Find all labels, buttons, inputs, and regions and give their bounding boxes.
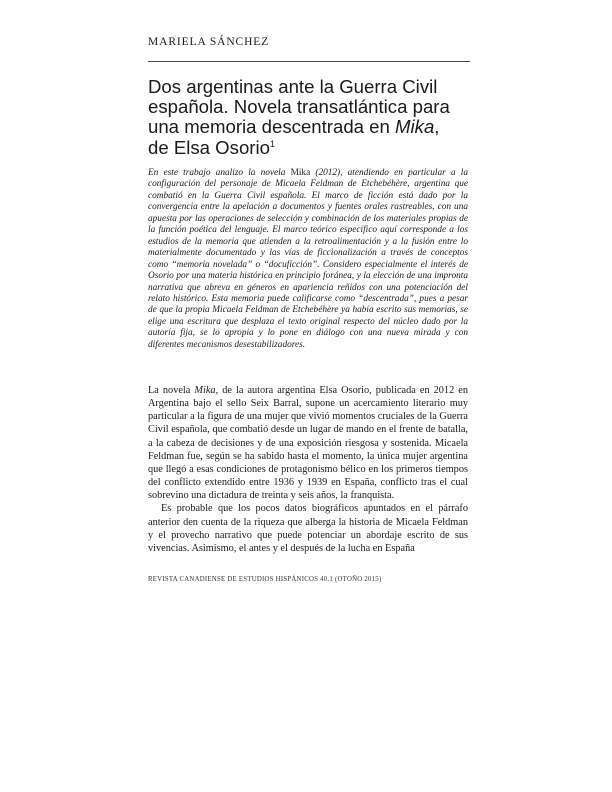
header-divider: [148, 61, 470, 62]
abstract-paragraph: [148, 168, 468, 351]
body-paragraph-1: [148, 384, 468, 502]
body-text: [148, 384, 468, 555]
abstract-novel-name: Mika: [290, 168, 311, 178]
journal-footer: REVISTA CANADIENSE DE ESTUDIOS HISPÁNICOS 40.1 (OTOÑO 2015): [148, 576, 382, 583]
paragraph-1-rest: , de la autora argentina Elsa Osorio, publicada en 2012 en Argentina bajo el sello Seix Barral, supone un acercamiento literario muy particular a la figura de una mujer que vivió momentos cruciales de la Guerra Civil española, que combatió desde un lugar de mando en el frente de batalla, a la cabeza de decisiones y de una exposición riesgosa y sostenida. Micaela Feldman fue, según se ha sabido hasta el momento, la única mujer argentina que llegó a esas condiciones de protagonismo bélico en los primeros tiempos del conflicto extendido entre 1936 y 1939 en España, conflicto tras el cual sobrevino una dictadura de treinta y seis años, la franquista.: [148, 385, 468, 502]
abstract-text-start: En este trabajo analizo la novela: [148, 168, 291, 178]
running-header-author: MARIELA SÁNCHEZ: [148, 36, 270, 48]
footnote-marker[interactable]: 1: [269, 138, 275, 149]
title-line-2: española. Novela transatlántica para: [148, 96, 450, 118]
paragraph-1-novel-name: Mika: [194, 385, 216, 396]
title-line-3: [148, 117, 472, 137]
title-line-3-text: una memoria descentrada en: [148, 116, 396, 138]
abstract-text-rest: (2012), atendiendo en particular a la configuración del personaje de Micaela Feldman de Etchebéhère, argentina que combatió en la Guerra Civil española. El marco de ficción está dado por la convergencia entre la apelación a documentos y fuentes orales rastreables, con una apuesta por las operaciones de selección y combinación de los materiales propias de la función poética del lenguaje. El marco teórico específico aquí corresponde a los estudios de la memoria que atienden a la retroalimentación y a la fusión entre lo materialmente documentado y las vías de ficcionalización a través de conceptos como “memoria novelada” o “docuficción”. Considero especialmente el interés de Osorio por una materia histórica en principio foránea, y la elección de una impronta narrativa que abreva en géneros en apariencia reñidos con una potenciación del relato histórico. Esta memoria puede calificarse como “descentrada”, pues a pesar de que la propia Micaela Feldman de Etchebéhère ya había escrito sus memorias, se elige una escritura que desplaza el texto original respecto del núcleo dado por la autoría fija, se lo apropia y lo pone en diálogo con una nueva mirada y con diferentes mecanismos desestabilizadores.: [148, 168, 468, 350]
title-line-1: Dos argentinas ante la Guerra Civil: [148, 76, 438, 97]
title-line-4-text: de Elsa Osorio: [148, 136, 270, 158]
paragraph-1-start: La novela: [148, 385, 195, 396]
title-line-3-comma: ,: [434, 116, 440, 138]
title-line-4: [148, 138, 472, 158]
title-novel-name: Mika: [395, 116, 435, 138]
article-title: [148, 77, 472, 158]
body-paragraph-2: Es probable que los pocos datos biográficos apuntados en el párrafo anterior den cuenta de la riqueza que alberga la historia de Micaela Feldman y el provecho narrativo que puede potenciar un abordaje escrito de sus vivencias. Asimismo, el antes y el después de la lucha en España: [148, 503, 468, 554]
